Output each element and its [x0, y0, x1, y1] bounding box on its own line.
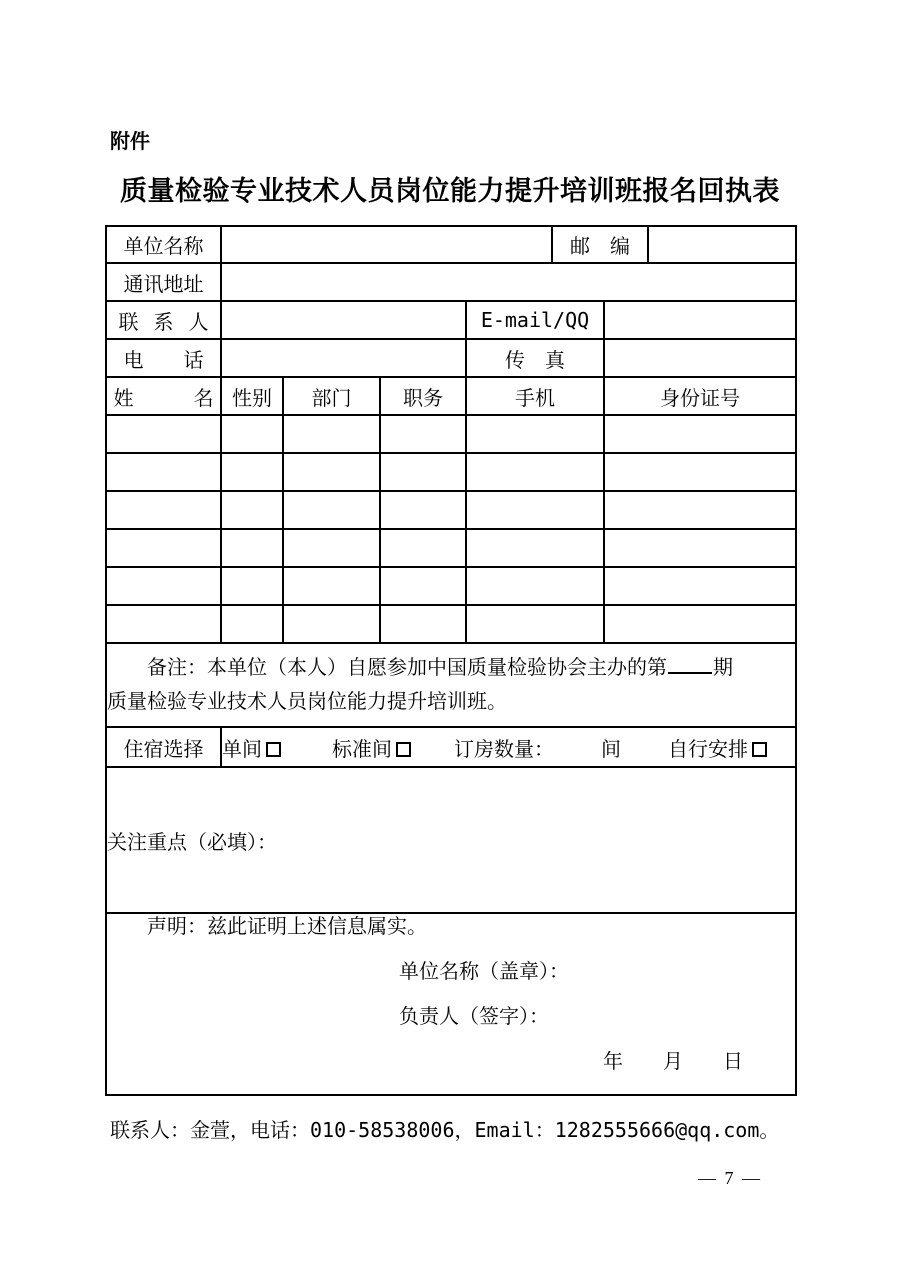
row-remark: [106, 643, 796, 727]
position-cell: [380, 529, 466, 567]
gender-cell: [221, 529, 283, 567]
unit-name-label: 单位名称: [106, 226, 221, 263]
declaration-statement: 声明：兹此证明上述信息属实。: [147, 916, 427, 938]
row-accommodation: [106, 727, 796, 767]
id-number-cell: [604, 605, 796, 643]
email-qq-label: E-mail/QQ: [466, 301, 604, 339]
position-cell: [380, 453, 466, 491]
department-cell: [283, 453, 380, 491]
unit-seal-label: 单位名称（盖章）：: [399, 961, 569, 983]
fax-label: 传 真: [466, 339, 604, 377]
blank-underline: [668, 654, 712, 674]
address-label: 通讯地址: [106, 263, 221, 301]
page-title: 质量检验专业技术人员岗位能力提升培训班报名回执表: [120, 176, 780, 206]
accommodation-label: 住宿选择: [106, 727, 221, 767]
col-header-name: 姓 名: [106, 377, 221, 415]
remark-lead: 备注：本单位（本人）自愿参加中国质量检验协会主办的第: [147, 657, 667, 679]
name-cell: [106, 491, 221, 529]
page-number: — 7 —: [698, 1168, 762, 1188]
name-cell: [106, 415, 221, 453]
mobile-cell: [466, 567, 604, 605]
gender-cell: [221, 491, 283, 529]
mobile-cell: [466, 529, 604, 567]
id-number-cell: [604, 529, 796, 567]
mobile-cell: [466, 605, 604, 643]
row-phone: [106, 339, 796, 377]
focus-label: 关注重点（必填）：: [107, 831, 277, 854]
department-cell: [283, 605, 380, 643]
col-header-gender: 性别: [221, 377, 283, 415]
phone-value-cell: [221, 339, 466, 377]
phone-label: 电 话: [106, 339, 221, 377]
registration-form-table: [105, 225, 797, 1096]
single-room-option: [222, 733, 281, 762]
declaration-cell: [106, 913, 796, 1095]
remark-line2: 质量检验专业技术人员岗位能力提升培训班。: [107, 691, 507, 713]
contact-person-label: 联 系 人: [106, 301, 221, 339]
single-room-label: 单间: [222, 738, 262, 761]
self-arrange-checkbox-icon: [752, 742, 767, 757]
standard-room-label: 标准间: [332, 738, 392, 761]
standard-room-checkbox-icon: [396, 742, 411, 757]
department-cell: [283, 567, 380, 605]
row-address: [106, 263, 796, 301]
remark-line1: [107, 651, 795, 685]
attachment-label: 附件: [110, 131, 150, 153]
contact-person-value-cell: [221, 301, 466, 339]
self-arrange-option: [668, 733, 767, 762]
department-cell: [283, 415, 380, 453]
mobile-cell: [466, 491, 604, 529]
name-cell: [106, 567, 221, 605]
col-header-mobile: 手机: [466, 377, 604, 415]
single-room-checkbox-icon: [266, 742, 281, 757]
gender-cell: [221, 415, 283, 453]
remark-cell: [106, 643, 796, 727]
id-number-cell: [604, 567, 796, 605]
personnel-empty-row: [106, 567, 796, 605]
position-cell: [380, 415, 466, 453]
col-header-position: 职务: [380, 377, 466, 415]
signer-label: 负责人（签字）：: [399, 1006, 549, 1028]
personnel-empty-row: [106, 605, 796, 643]
name-cell: [106, 453, 221, 491]
gender-cell: [221, 605, 283, 643]
position-cell: [380, 605, 466, 643]
row-declaration: [106, 913, 796, 1095]
personnel-empty-row: [106, 453, 796, 491]
personnel-empty-row: [106, 491, 796, 529]
date-line: 年 月 日: [603, 1051, 743, 1073]
accommodation-options-cell: [221, 727, 796, 767]
row-focus: [106, 767, 796, 913]
fax-value-cell: [604, 339, 796, 377]
id-number-cell: [604, 453, 796, 491]
id-number-cell: [604, 491, 796, 529]
department-cell: [283, 491, 380, 529]
mobile-cell: [466, 453, 604, 491]
room-quantity-unit: 间: [601, 738, 621, 761]
col-header-department: 部门: [283, 377, 380, 415]
room-quantity-label: 订房数量：: [454, 738, 554, 761]
col-header-id-number: 身份证号: [604, 377, 796, 415]
email-qq-value-cell: [604, 301, 796, 339]
personnel-empty-row: [106, 529, 796, 567]
focus-cell: [106, 767, 796, 913]
postal-code-label: 邮 编: [552, 226, 648, 263]
row-contact-person: [106, 301, 796, 339]
personnel-header-row: [106, 377, 796, 415]
gender-cell: [221, 453, 283, 491]
position-cell: [380, 567, 466, 605]
standard-room-option: [332, 733, 411, 762]
id-number-cell: [604, 415, 796, 453]
remark-after-blank: 期: [713, 657, 733, 679]
unit-name-value-cell: [221, 226, 552, 263]
name-cell: [106, 605, 221, 643]
position-cell: [380, 491, 466, 529]
footer-contact-info: 联系人：金萱，电话：010-58538006，Email：1282555666@qq.com。: [110, 1118, 780, 1142]
postal-code-value-cell: [648, 226, 796, 263]
personnel-empty-row: [106, 415, 796, 453]
name-cell: [106, 529, 221, 567]
gender-cell: [221, 567, 283, 605]
address-value-cell: [221, 263, 796, 301]
self-arrange-label: 自行安排: [668, 738, 748, 761]
department-cell: [283, 529, 380, 567]
row-unit-name: [106, 226, 796, 263]
mobile-cell: [466, 415, 604, 453]
